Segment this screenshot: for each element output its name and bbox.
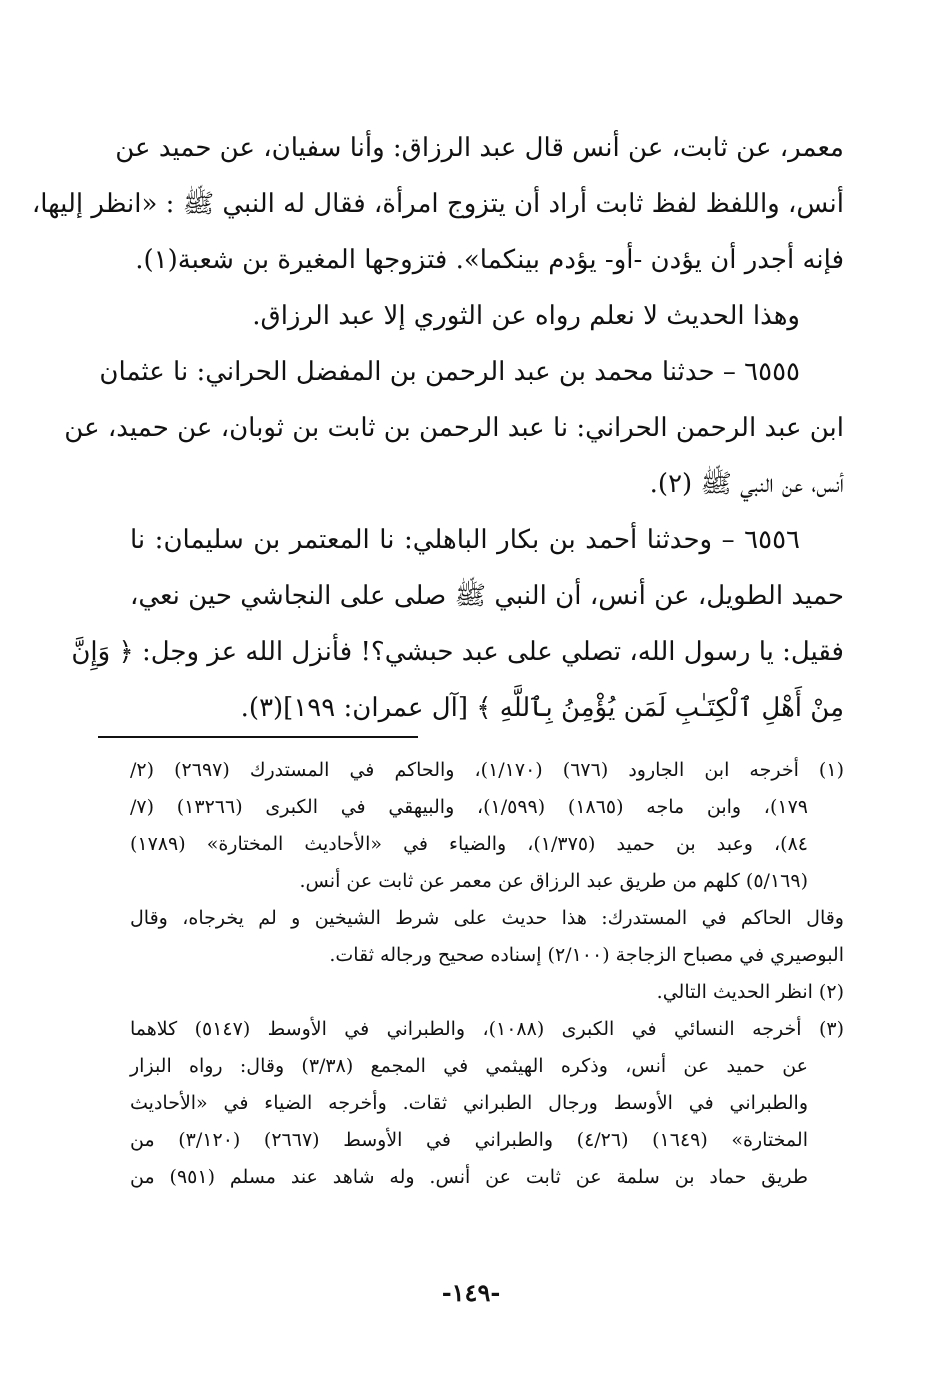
footnote-line: (٥/١٦٩) كلهم من طريق عبد الرزاق عن معمر عن ثابت عن أنس. [299,870,808,892]
footnote-line: البوصيري في مصباح الزجاجة (٢/١٠٠) إسناده صحيح ورجاله ثقات. [329,944,844,966]
footnote-line: (٢) انظر الحديث التالي. [656,981,844,1003]
page-number: -١٤٩- [441,1278,501,1307]
text-line: وهذا الحديث لا نعلم رواه عن الثوري إلا عبد الرزاق. [252,301,800,331]
footnote-line: ٨٤)، وعبد بن حميد (١/٣٧٥)، والضياء في «الأحاديث المختارة» (١٧٨٩) [130,833,808,855]
text-line: أنس، واللفظ لفظ ثابت أراد أن يتزوج امرأة، فقال له النبي ﷺ : «انظر إليها، [31,189,844,219]
footnote-line: وقال الحاكم في المستدرك: هذا حديث على شرط الشيخين و لم يخرجاه، وقال [130,907,844,929]
footnote-separator [98,736,418,738]
main-text [31,120,844,736]
footnote-line: (٣) أخرجه النسائي في الكبرى (١٠٨٨)، والطبراني في الأوسط (٥١٤٧) كلاهما [130,1018,844,1040]
text-line: فقيل: يا رسول الله، تصلي على عبد حبشي؟! فأنزل الله عز وجل: ﴿ وَإِنَّ [71,637,844,667]
footnote-line: (١) أخرجه ابن الجارود (٦٧٦) (١/١٧٠)، والحاكم في المستدرك (٢٦٩٧) (٢/ [130,759,844,781]
text-line: فإنه أجدر أن يؤدن -أو- يؤدم بينكما». فتزوجها المغيرة بن شعبة(١). [135,245,844,275]
hadith-6555-line: ٦٥٥٥ – حدثنا محمد بن عبد الرحمن بن المفضل الحراني: نا عثمان [99,357,800,387]
footnote-line: والطبراني في الأوسط ورجال الطبراني ثقات. وأخرجه الضياء في «الأحاديث [130,1092,808,1114]
footnote-line: المختارة» (١٦٤٩) (٤/٢٦) والطبراني في الأوسط (٢٦٦٧) (٣/١٢٠) من [130,1129,808,1151]
text-line: حميد الطويل، عن أنس، أن النبي ﷺ صلى على النجاشي حين نعي، [130,581,844,611]
text-line: ابن عبد الرحمن الحراني: نا عبد الرحمن بن ثابت بن ثوبان، عن حميد، عن [64,413,844,443]
text-line: معمر، عن ثابت، عن أنس قال عبد الرزاق: وأنا سفيان، عن حميد عن [115,133,844,163]
footnote-line: طريق حماد بن سلمة عن ثابت عن أنس. وله شاهد عند مسلم (٩٥١) من [130,1166,808,1188]
quran-verse-line: مِنْ أَهْلِ ٱلْكِتَـٰبِ لَمَن يُؤْمِنُ بِٱللَّهِ ﴾ [آل عمران: ١٩٩](٣). [240,693,844,723]
footnote-line: عن حميد عن أنس، وذكره الهيثمي في المجمع (٣/٣٨) وقال: رواه البزار [130,1055,808,1077]
hadith-6556-line: ٦٥٥٦ – وحدثنا أحمد بن بكار الباهلي: نا المعتمر بن سليمان: نا [130,525,800,555]
text-line: أنس، عن النبي ﷺ (٢). [649,469,844,499]
footnotes [130,752,844,1196]
footnote-line: ١٧٩)، وابن ماجه (١٨٦٥) (١/٥٩٩)، والبيهقي في الكبرى (١٣٢٦٦) (٧/ [130,796,808,818]
